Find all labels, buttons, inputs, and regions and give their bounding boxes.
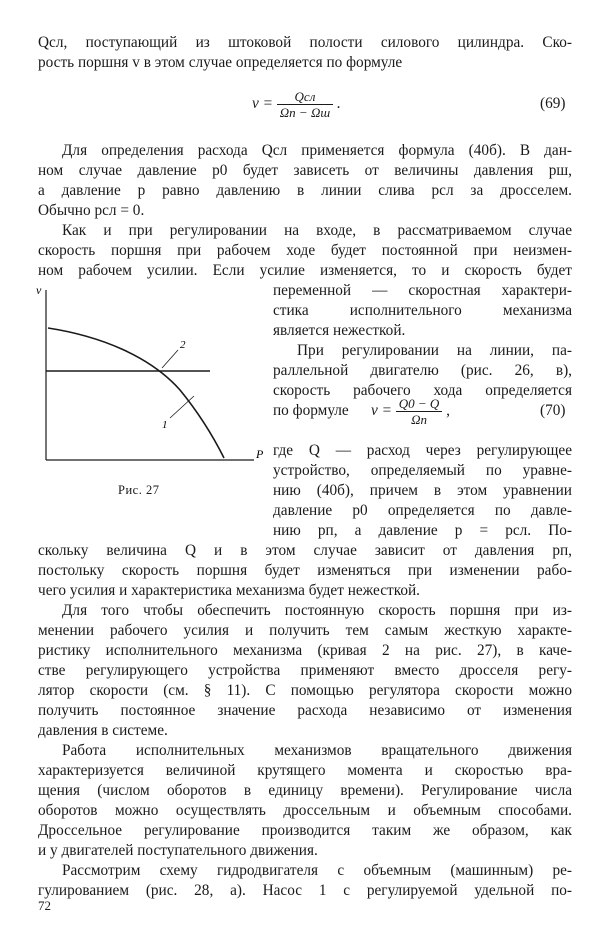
text-line: переменной — скоростная характери- <box>273 282 572 299</box>
formula-tail: , <box>446 402 450 420</box>
text-line: рость поршня v в этом случае определяется по формуле <box>38 54 403 71</box>
fraction <box>277 89 333 120</box>
text-line: является нежесткой. <box>273 322 406 339</box>
equation-number: (70) <box>540 402 566 419</box>
text-line: устройство, определяемый по уравне- <box>273 462 572 479</box>
text-line: Для того чтобы обеспечить постоянную скорость поршня при из- <box>62 602 572 619</box>
formula-69 <box>252 89 341 120</box>
text-line: Дроссельное регулирование производится таким же образом, как <box>38 822 572 839</box>
text-line: раллельной двигателю (рис. 26, в), <box>273 362 572 379</box>
figure-caption: Рис. 27 <box>118 483 160 497</box>
text-line: давление p0 определяется по давле- <box>273 502 572 519</box>
text-line: стве регулирующего устройства применяют вместо дросселя регу- <box>38 662 572 679</box>
text-line: Qсл, поступающий из штоковой полости силового цилиндра. Ско- <box>38 34 572 51</box>
text-line: чего усилия и характеристика механизма будет нежесткой. <box>38 582 421 599</box>
text-line: менении рабочего усилия и получить тем самым жесткую характе- <box>38 622 572 639</box>
text-line: получить постоянное значение расхода независимо от изменения <box>38 702 572 719</box>
formula-lhs: v = <box>371 402 392 420</box>
text-line: Рассмотрим схему гидродвигателя с объемным (машинным) ре- <box>62 862 572 879</box>
text-line: лятор скорости (см. § 11). С помощью регулятора скорости можно <box>38 682 572 699</box>
text-line: характеризуется величиной крутящего момента и скоростью вра- <box>38 762 572 779</box>
axis-label-y: v <box>36 283 42 297</box>
text-line: При регулировании на линии, па- <box>297 342 572 359</box>
curve-1 <box>48 328 224 458</box>
text-line: скольку величина Q и в этом случае зависит от давления pп, <box>38 542 572 559</box>
text-line: нию pп, а давление p = pсл. По- <box>273 522 572 539</box>
fraction <box>396 396 443 427</box>
leader-line-2 <box>162 350 178 368</box>
text-line: по формуле <box>273 402 349 419</box>
text-line: щения (числом оборотов в единицу времени). Регулирование числа <box>38 782 572 799</box>
text-line: Для определения расхода Qсл применяется формула (40б). В дан- <box>62 142 572 159</box>
text-line: оборотов можно осуществлять дроссельным и объемным способами. <box>38 802 572 819</box>
leader-line-1 <box>170 396 194 418</box>
text-line: ном рабочем усилии. Если усилие изменяется, то и скорость будет <box>38 262 572 279</box>
text-line: Как и при регулировании на входе, в рассматриваемом случае <box>62 222 572 239</box>
text-line: стика исполнительного механизма <box>273 302 572 319</box>
text-line: где Q — расход через регулирующее <box>273 442 572 459</box>
text-line: ристику исполнительного механизма (кривая 2 на рис. 27), в каче- <box>38 642 572 659</box>
text-line: нию (40б), причем в этом уравнении <box>273 482 572 499</box>
text-line: постольку скорость поршня будет изменяться при изменении рабо- <box>38 562 572 579</box>
text-line: гулированием (рис. 28, а). Насос 1 с регулируемой удельной по- <box>38 882 572 899</box>
text-line: давления в системе. <box>38 722 168 739</box>
equation-number: (69) <box>540 95 566 112</box>
fraction-numerator: Qсл <box>277 89 333 105</box>
text-line: ном случае давление p0 будет зависеть от величины давления pш, <box>38 162 572 179</box>
text-line: а давление p равно давлению в линии слива pсл за дросселем. <box>38 182 572 199</box>
formula-70 <box>371 396 450 427</box>
curve-label-2: 2 <box>180 339 186 351</box>
curve-label-1: 1 <box>162 419 168 431</box>
fraction-denominator: Ωп − Ωш <box>279 105 331 120</box>
text-line: и у двигателей поступательного движения. <box>38 842 318 859</box>
formula-tail: . <box>336 95 341 113</box>
formula-lhs: v = <box>252 95 273 113</box>
text-line: скорость рабочего хода определяется <box>273 382 572 399</box>
text-line: Обычно pсл = 0. <box>38 202 145 219</box>
axis-label-x: P <box>256 447 264 461</box>
text-line: Работа исполнительных механизмов вращательного движения <box>62 742 572 759</box>
text-line: скорость поршня при рабочем ходе будет постоянной при неизмен- <box>38 242 572 259</box>
figure-27-diagram <box>30 272 270 472</box>
fraction-numerator: Q0 − Q <box>396 396 443 412</box>
fraction-denominator: Ωп <box>411 412 427 427</box>
page-number: 72 <box>38 898 51 913</box>
